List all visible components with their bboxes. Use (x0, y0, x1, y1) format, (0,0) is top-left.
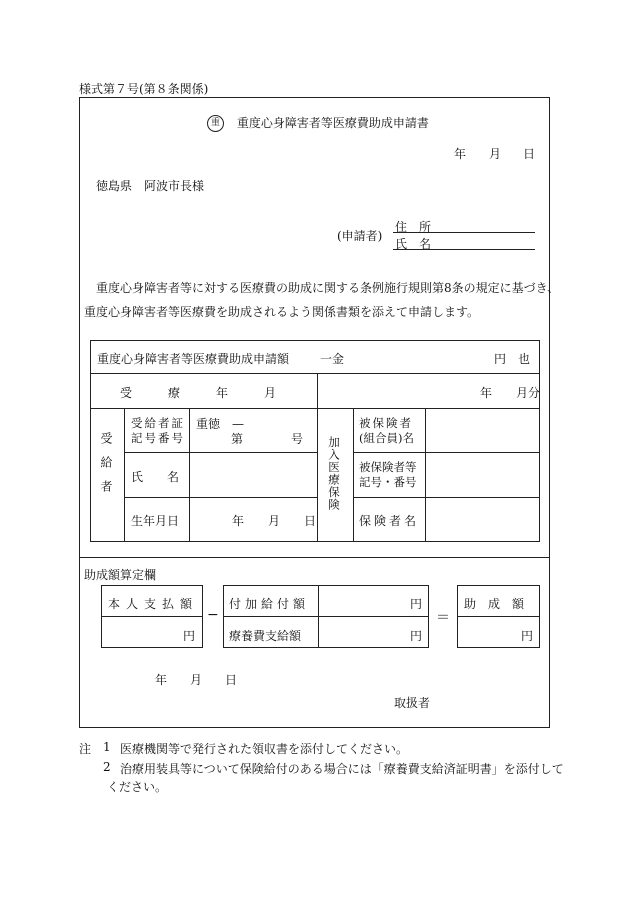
body-text-line-2: 重度心身障害者等医療費を助成されるよう関係書類を添えて申請します。 (84, 305, 480, 319)
date-year: 年 (454, 147, 467, 161)
applicant-address-label: 住 所 (395, 220, 432, 234)
date-month: 月 (489, 147, 502, 161)
address-underline (393, 232, 535, 233)
applicant-label: (申請者) (337, 229, 383, 243)
self-pay-label: 本人支払額 (108, 597, 199, 611)
amount-unit: 円 也 (494, 352, 531, 366)
body-text-line-1: 重度心身障害者等に対する医療費の助成に関する条例施行規則第8条の規定に基づき、 (96, 281, 560, 295)
subsidy-yen: 円 (521, 629, 534, 643)
note-1-number: 1 (103, 740, 111, 754)
calc-heading: 助成額算定欄 (84, 568, 157, 582)
subsidy-label: 助 成 額 (464, 597, 525, 611)
birth-label: 生年月日 (131, 514, 180, 528)
birth-value: 年 月 日 (232, 514, 317, 528)
note-1-text: 医療機関等で発行された領収書を添付してください。 (120, 742, 409, 756)
insured-label-1: 被保険者 (359, 416, 413, 430)
bottom-date-day: 日 (225, 673, 238, 687)
recipient-label: 受給者 (99, 432, 113, 504)
cert-value: 重徳 — (196, 417, 245, 431)
note-2-continuation: ください。 (107, 780, 168, 794)
insured-no-label-1: 被保険者等 (359, 460, 417, 474)
cert-label-1: 受給者証 (131, 416, 185, 430)
addressee: 徳島県 阿波市長様 (96, 179, 205, 193)
insurance-label: 加入医療保険 (327, 436, 341, 511)
form-title-row (207, 114, 429, 132)
applicant-name-label: 氏 名 (395, 237, 432, 251)
note-2-text: 治療用装具等について保険給付のある場合には「療養費支給済証明書」を添付して (120, 762, 564, 776)
additional-yen: 円 (410, 597, 423, 611)
therapy-yen: 円 (410, 629, 423, 643)
section-divider (79, 557, 550, 558)
note-2-number: 2 (103, 760, 111, 774)
insured-no-label-2: 記号・番号 (359, 475, 417, 489)
form-title: 重度心身障害者等医療費助成申請書 (236, 116, 429, 130)
therapy-label: 療養費支給額 (229, 629, 302, 643)
bottom-date-month: 月 (190, 673, 203, 687)
name-label: 氏 名 (131, 470, 180, 484)
notes-label: 注 (79, 742, 92, 756)
amount-prefix: 一金 (320, 352, 345, 366)
cert-number: 第 号 (231, 432, 304, 446)
self-pay-yen: 円 (183, 629, 196, 643)
cert-label-2: 記号番号 (131, 431, 185, 445)
name-underline (393, 249, 535, 250)
insured-label-2: (組合員)名 (359, 431, 414, 445)
circled-mark-icon: 重 (207, 115, 224, 132)
amount-label: 重度心身障害者等医療費助成申請額 (97, 352, 290, 366)
bottom-date-year: 年 (155, 673, 168, 687)
treatment-label: 受 療 年 月 (120, 386, 277, 400)
handler-label: 取扱者 (394, 696, 431, 710)
equals-sign: ＝ (436, 610, 450, 626)
additional-label: 付加給付額 (229, 597, 310, 611)
insurer-label: 保険者名 (359, 514, 420, 528)
minus-sign: − (207, 607, 219, 623)
treatment-value: 年 月分 (480, 386, 541, 400)
form-number: 様式第７号(第８条関係) (79, 82, 209, 96)
date-day: 日 (523, 147, 536, 161)
